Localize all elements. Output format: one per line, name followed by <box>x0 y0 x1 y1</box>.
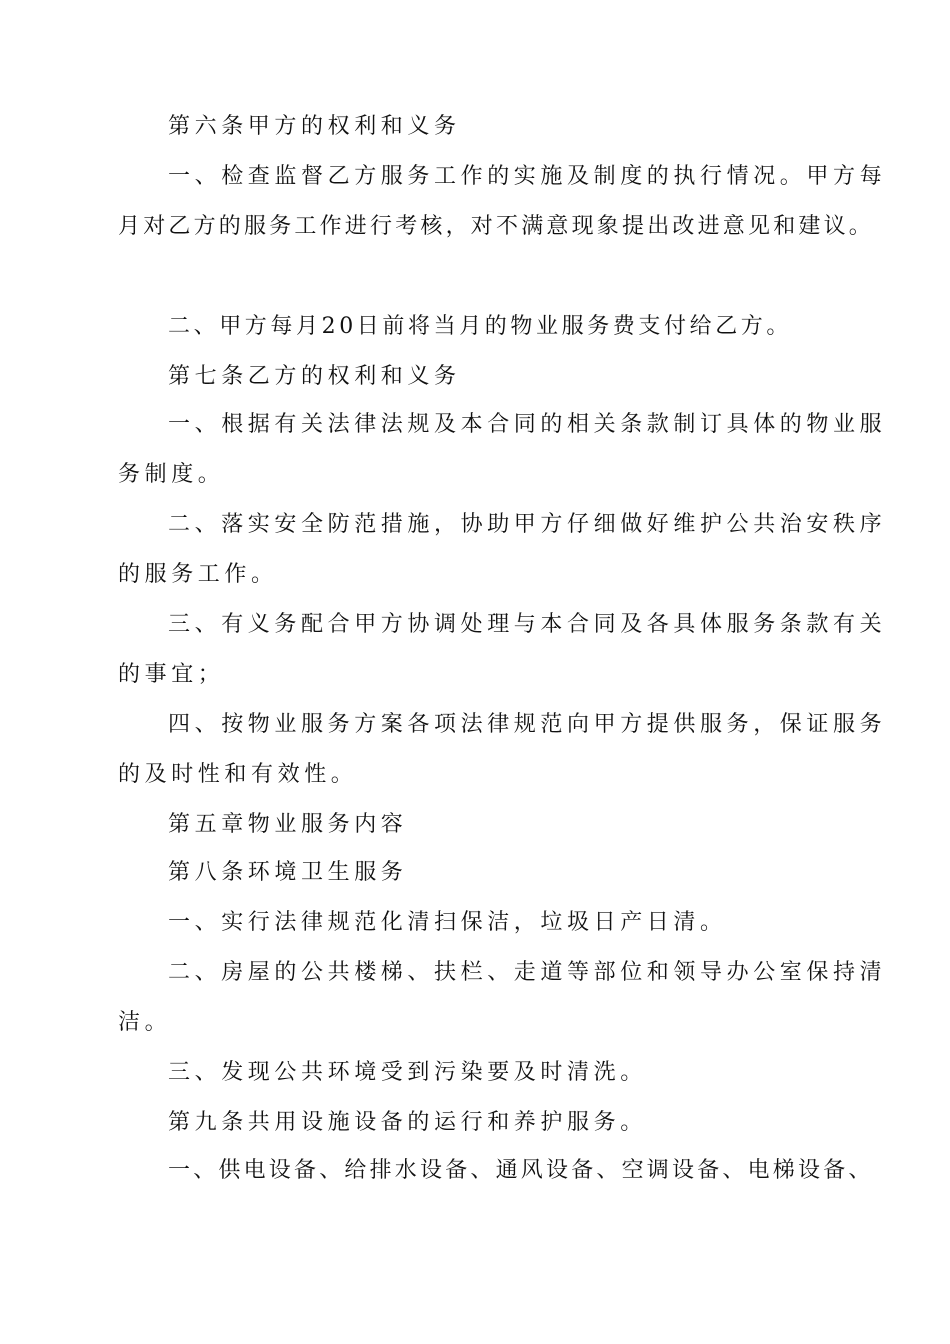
paragraph-line: 月对乙方的服务工作进行考核，对不满意现象提出改进意见和建议。 <box>118 214 875 239</box>
paragraph-line: 二、房屋的公共楼梯、扶栏、走道等部位和领导办公室保持清 <box>168 960 887 985</box>
paragraph-line: 四、按物业服务方案各项法律规范向甲方提供服务，保证服务 <box>168 712 887 737</box>
chapter-5-heading: 第五章物业服务内容 <box>168 812 408 837</box>
paragraph-line: 洁。 <box>118 1010 172 1035</box>
paragraph-line: 三、有义务配合甲方协调处理与本合同及各具体服务条款有关 <box>168 612 887 637</box>
paragraph-line: 的事宜； <box>118 662 225 687</box>
paragraph-line: 一、检查监督乙方服务工作的实施及制度的执行情况。甲方每 <box>168 164 887 189</box>
paragraph-line: 一、根据有关法律法规及本合同的相关条款制订具体的物业服 <box>168 412 887 437</box>
paragraph-line: 三、发现公共环境受到污染要及时清洗。 <box>168 1060 647 1085</box>
paragraph-line: 一、供电设备、给排水设备、通风设备、空调设备、电梯设备、 <box>168 1158 874 1183</box>
article-6-heading: 第六条甲方的权利和义务 <box>168 114 461 139</box>
paragraph-line: 二、落实安全防范措施，协助甲方仔细做好维护公共治安秩序 <box>168 512 887 537</box>
article-8-heading: 第八条环境卫生服务 <box>168 860 408 885</box>
article-9-heading: 第九条共用设施设备的运行和养护服务。 <box>168 1110 647 1135</box>
paragraph-line: 一、实行法律规范化清扫保洁，垃圾日产日清。 <box>168 910 727 935</box>
paragraph-line: 的服务工作。 <box>118 562 278 587</box>
paragraph-line: 二、甲方每月20日前将当月的物业服务费支付给乙方。 <box>168 314 792 339</box>
paragraph-line: 的及时性和有效性。 <box>118 762 358 787</box>
paragraph-line: 务制度。 <box>118 462 225 487</box>
article-7-heading: 第七条乙方的权利和义务 <box>168 364 461 389</box>
